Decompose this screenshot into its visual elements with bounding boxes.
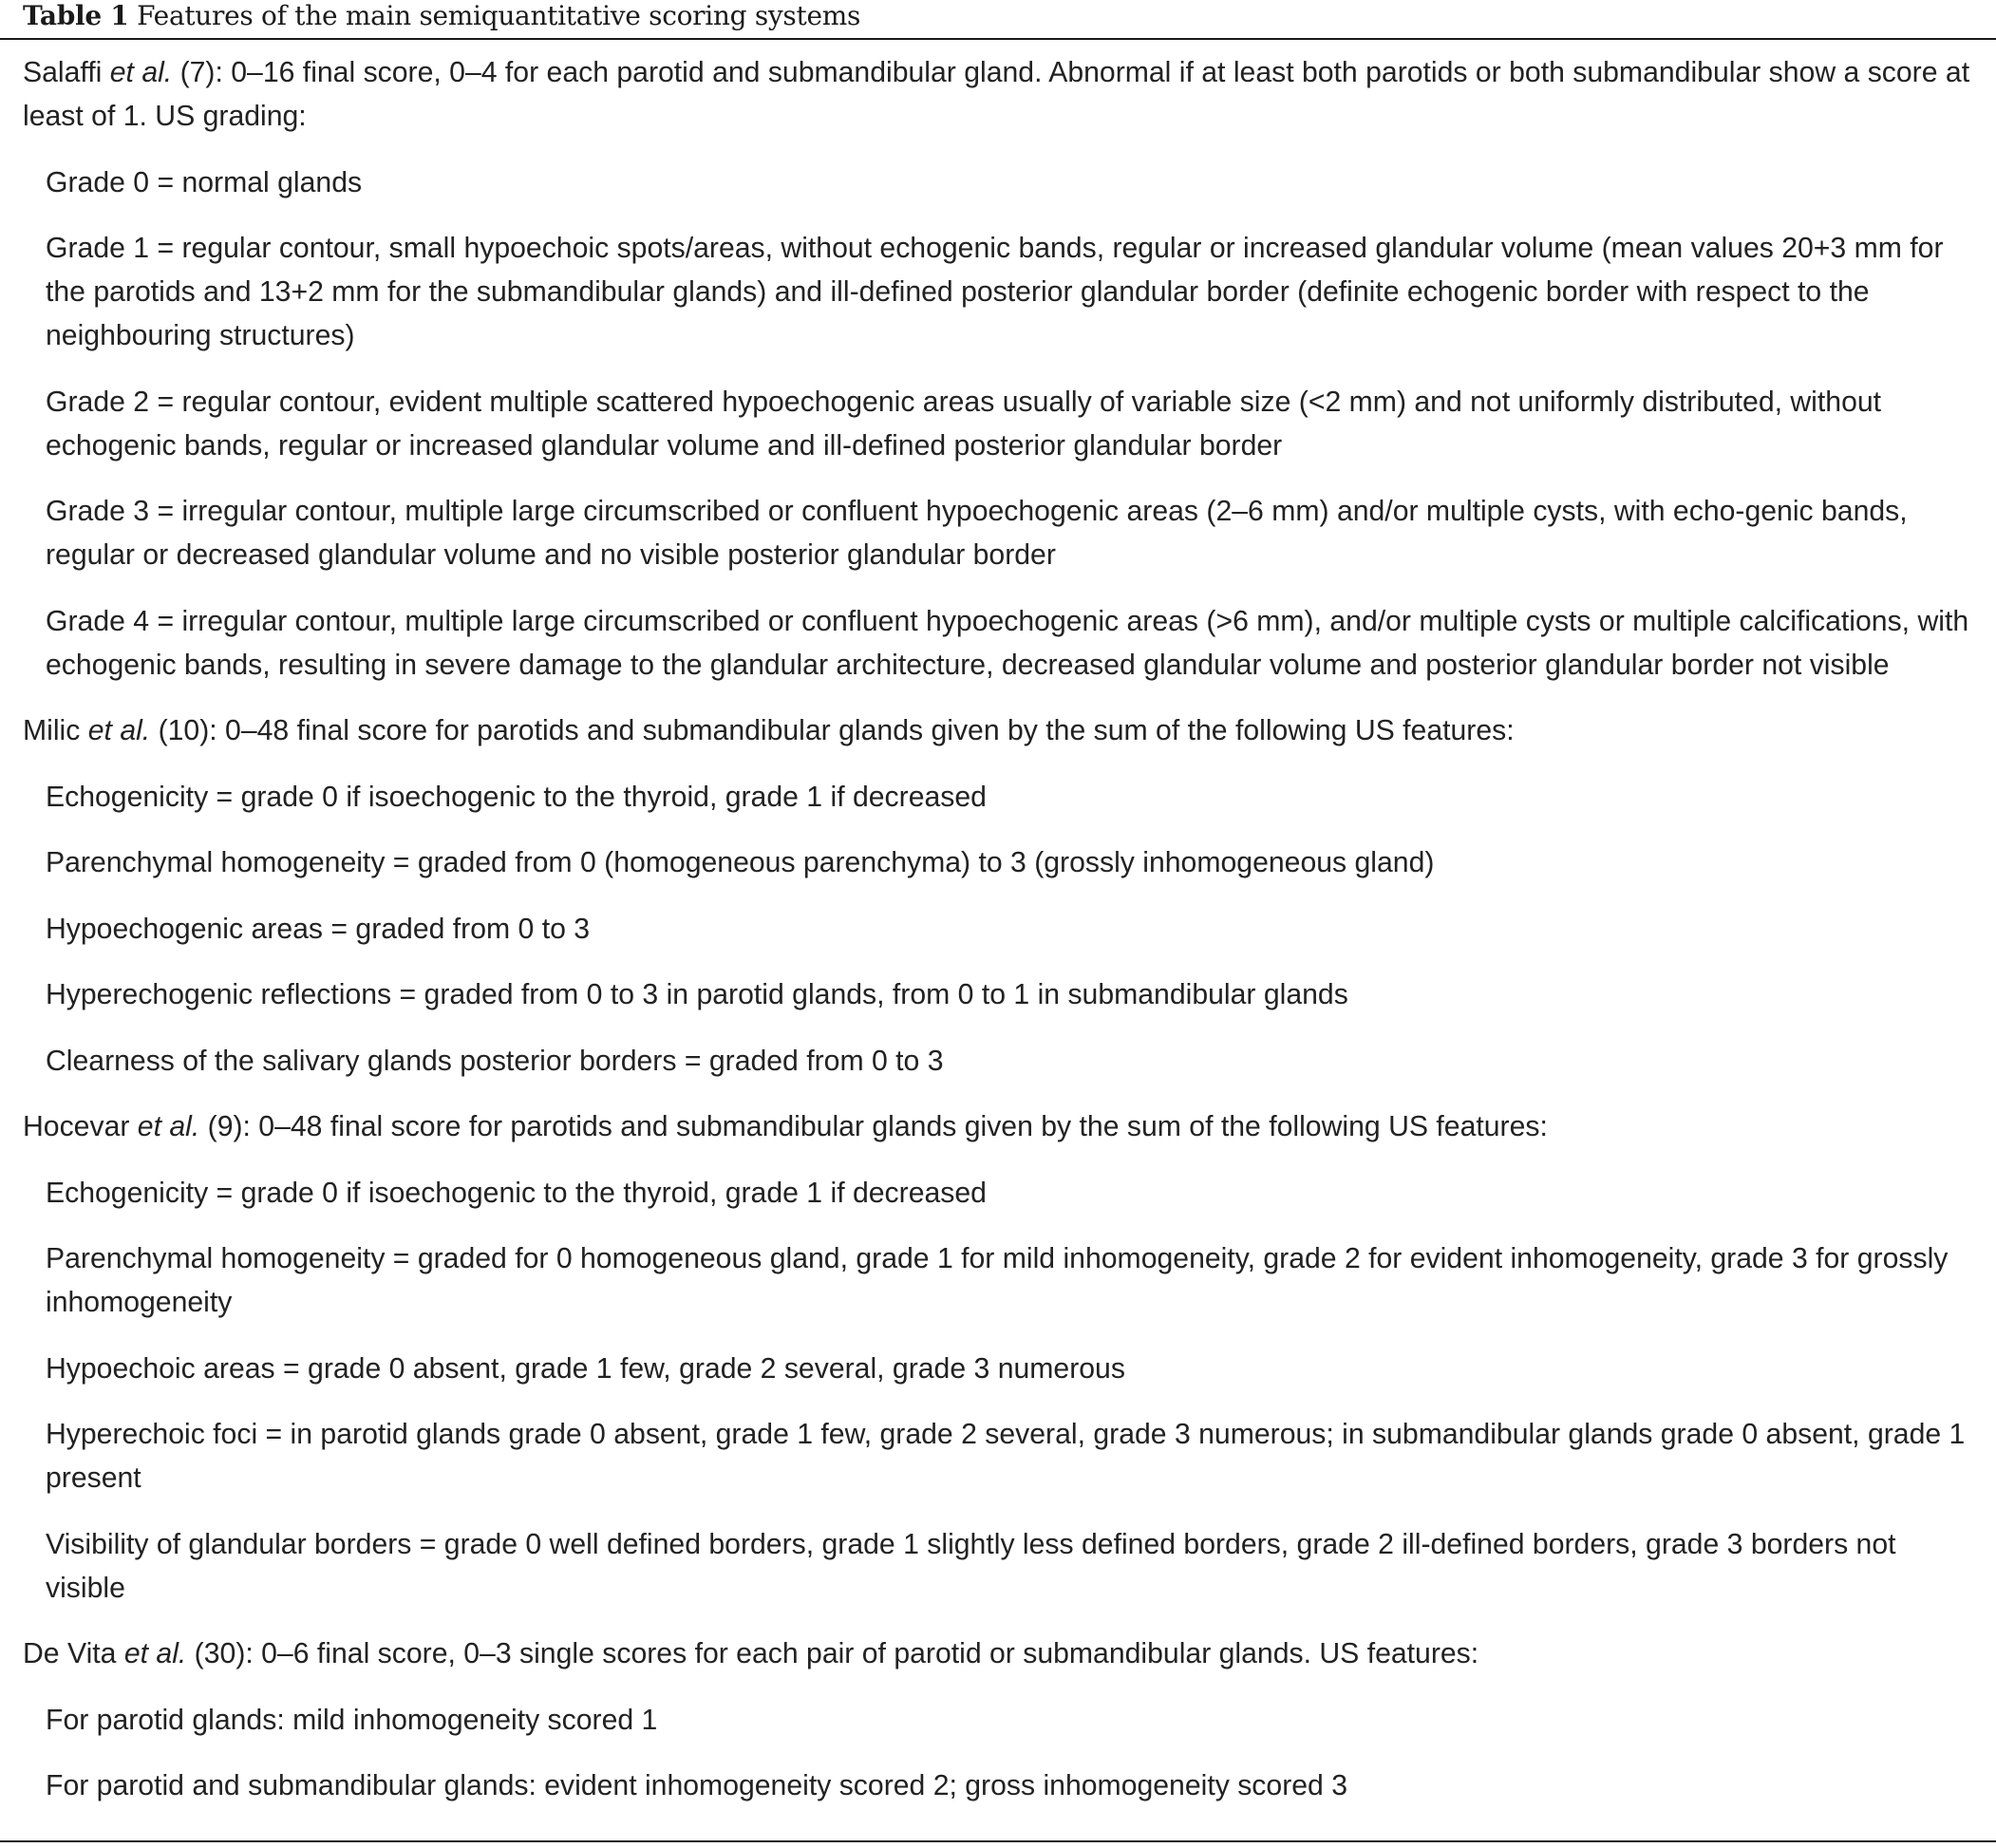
system-item: For parotid glands: mild inhomogeneity scored 1 [46,1704,658,1736]
table-caption [0,0,1996,36]
system-item: Echogenicity = grade 0 if isoechogenic to the thyroid, grade 1 if decreased [46,1177,987,1209]
table-body [23,51,1981,1831]
system-item: Grade 2 = regular contour, evident multiple scattered hypoechogenic areas usually of variable size (<2 mm) and not uniformly distributed, without echogenic bands, regular or increased glandular volume and ill-defined posterior glandular border [46,386,1882,462]
system-item: Grade 4 = irregular contour, multiple large circumscribed or confluent hypoechogenic areas (>6 mm), and/or multiple cysts or multiple calcifications, with echogenic bands, resulting in severe damage to the glandular architecture, decreased glandular volume and posterior glandular border not visible [46,605,1969,681]
system-author: Milic [23,715,88,746]
system-hocevar-heading [23,1105,1981,1149]
system-etal: et al. [123,1638,187,1669]
table-caption-title: Features of the main semiquantitative scoring systems [137,0,861,31]
system-description: (7): 0–16 final score, 0–4 for each parotid and submandibular gland. Abnormal if at least both parotids or both submandibular show a score at least of 1. US grading: [23,57,1970,132]
system-item: Hypoechogenic areas = graded from 0 to 3 [46,913,591,945]
system-item: Hypoechoic areas = grade 0 absent, grade 1 few, grade 2 several, grade 3 numerous [46,1352,1125,1385]
system-item: Hyperechoic foci = in parotid glands grade 0 absent, grade 1 few, grade 2 several, grade 3 numerous; in submandibular glands grade 0 absent, grade 1 present [46,1419,1966,1494]
table-1 [0,0,1996,36]
system-item: Echogenicity = grade 0 if isoechogenic to the thyroid, grade 1 if decreased [46,781,987,813]
system-devita-heading [23,1632,1981,1676]
system-item: Clearness of the salivary glands posterior borders = graded from 0 to 3 [46,1045,944,1077]
system-description: (9): 0–48 final score for parotids and submandibular glands given by the sum of the following US features: [199,1111,1548,1142]
system-item: Parenchymal homogeneity = graded from 0 (homogeneous parenchyma) to 3 (grossly inhomogeneous gland) [46,847,1435,878]
system-item: Grade 1 = regular contour, small hypoechoic spots/areas, without echogenic bands, regular or increased glandular volume (mean values 20+3 mm for the parotids and 13+2 mm for the submandibular glands) and ill-defined posterior glandular border (definite echogenic border with respect to the neighbouring structures) [46,233,1944,351]
system-item: For parotid and submandibular glands: evident inhomogeneity scored 2; gross inhomogeneity scored 3 [46,1770,1347,1801]
system-author: De Vita [23,1638,124,1669]
system-etal: et al. [109,57,173,88]
system-item: Grade 0 = normal glands [46,166,363,198]
system-milic-heading [23,709,1981,753]
system-etal: et al. [137,1111,200,1142]
system-description: (10): 0–48 final score for parotids and submandibular glands given by the sum of the following US features: [150,715,1515,746]
table-caption-label: Table 1 [23,0,129,31]
system-author: Salaffi [23,57,110,88]
table-bottom-rule [0,1840,1996,1842]
system-author: Hocevar [23,1111,138,1142]
system-item: Visibility of glandular borders = grade 0 well defined borders, grade 1 slightly less defined borders, grade 2 ill-defined borders, grade 3 borders not visible [46,1528,1896,1604]
system-item: Hyperechogenic reflections = graded from 0 to 3 in parotid glands, from 0 to 1 in submandibular glands [46,979,1348,1010]
system-etal: et al. [87,715,151,746]
system-item: Parenchymal homogeneity = graded for 0 homogeneous gland, grade 1 for mild inhomogeneity, grade 2 for evident inhomogeneity, grade 3 for grossly inhomogeneity [46,1243,1949,1318]
system-item: Grade 3 = irregular contour, multiple large circumscribed or confluent hypoechogenic areas (2–6 mm) and/or multiple cysts, with echo-genic bands, regular or decreased glandular volume and no visible posterior glandular border [46,496,1908,571]
table-top-rule [0,38,1996,40]
system-salaffi-heading [23,51,1981,139]
system-description: (30): 0–6 final score, 0–3 single scores for each pair of parotid or submandibular glands. US features: [186,1638,1479,1669]
